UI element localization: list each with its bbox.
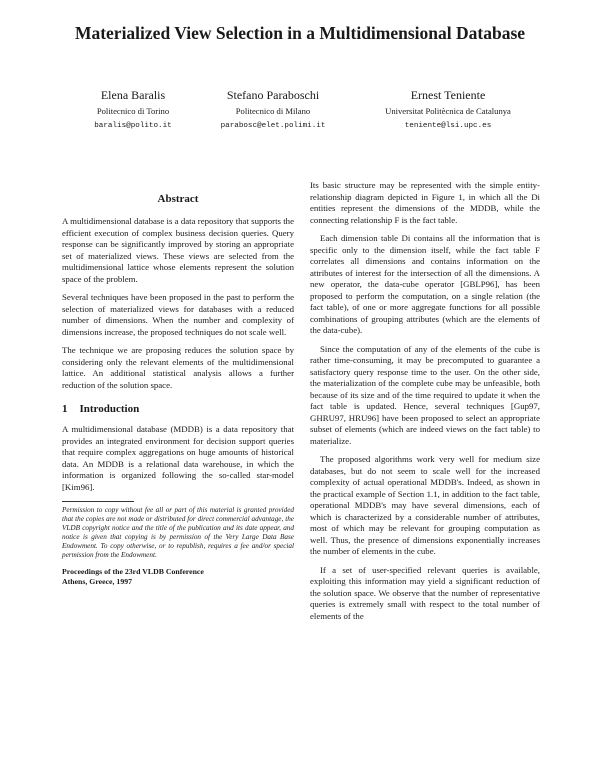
author-3 [358, 88, 538, 133]
abstract-paragraph: A multidimensional database is a data repository that supports the efficient execution of complex business decision queries. Query response can be significantly improved by storing an appropriate set of materialized views. These views are selected from the multidimensional lattice whose elements represent the solution space of the problem. [62, 216, 294, 284]
conference-name: Proceedings of the 23rd VLDB Conference [62, 567, 204, 576]
author-email: teniente@lsi.upc.es [404, 122, 492, 130]
conference-location: Athens, Greece, 1997 [62, 577, 133, 586]
author-block [78, 88, 538, 133]
author-name: Stefano Paraboschi [226, 88, 320, 102]
author-email: baralis@polito.it [94, 122, 172, 130]
body-paragraph: Each dimension table Di contains all the information that is specific only to the dimension itself, while the fact table F correlates all dimensions and contains information on the attributes of interest for the intersection of all the dimensions. A new operator, the data-cube operator [GBLP96], has been proposed to perform the computation, on a single relation (the fact table), of one or more aggregate functions for all possible combinations of grouping attributes (which are the elements of the data-cube). [310, 233, 540, 335]
abstract-paragraph: Several techniques have been proposed in the past to perform the selection of materialized views for databases with a reduced number of dimensions. When the number and complexity of dimensions increase, the proposed techniques do not scale well. [62, 292, 294, 337]
author-affiliation: Politecnico di Torino [96, 106, 170, 116]
author-name: Elena Baralis [100, 88, 166, 102]
footnote-rule [62, 501, 134, 502]
section-title: Introduction [79, 403, 140, 415]
body-paragraph: Since the computation of any of the elements of the cube is rather time-consuming, it may be precomputed to guarantee a satisfactory query response time to the user. On the other side, the materialization of the complete cube may be unfeasible, both because of its size and of the time required to update it when the fact table is updated. Hence, several techniques [Gup97, GHRU97, HRU96] have been proposed to select an appropriate subset of elements (which are indeed views on the fact table) to materialize. [310, 343, 540, 446]
left-column [62, 193, 294, 587]
author-2 [188, 88, 358, 133]
abstract-heading: Abstract [157, 193, 199, 205]
abstract-paragraph: The technique we are proposing reduces the solution space by considering only the relevant elements of the multidimensional lattice. An additional statistical analysis allows a further reduction of the solution space. [62, 345, 294, 390]
author-affiliation: Universitat Politècnica de Catalunya [385, 106, 511, 116]
paper-title: Materialized View Selection in a Multidimensional Database [74, 23, 526, 43]
body-paragraph: The proposed algorithms work very well for medium size databases, but do not seem to scale well for the increased complexity of actual operational MDDB's. Indeed, as shown in the practical example of Section 1.1, in addition to the fact table, operational MDDB's may have several dimensions, each of which is characterized by a considerable number of attributes, most of which may be relevant for grouping computation as well. Thus, the presence of dimensions exponentially increases the number of elements in the cube. [310, 454, 540, 556]
body-paragraph: Its basic structure may be represented with the simple entity-relationship diagram depicted in Figure 1, in which all the Di entities represent the dimensions of the MDDB, while the connecting relationship F is the fact table. [310, 180, 540, 225]
author-1 [78, 88, 188, 133]
body-paragraph: If a set of user-specified relevant queries is available, exploiting this information may yield a significant reduction of the solution space. We observe that the number of representative queries is extremely small with respect to the total number of elements of the [310, 564, 540, 621]
section-heading [62, 403, 294, 416]
right-column [310, 180, 540, 629]
intro-paragraph: A multidimensional database (MDDB) is a data repository that provides an integrated environment for decision support queries that require complex aggregations on huge amounts of historical data. An MDDB is a relational data warehouse, in which the information is organized following the so-called star-model [Kim96]. [62, 424, 294, 492]
copyright-footnote: Permission to copy without fee all or part of this material is granted provided that the copies are not made or distributed for direct commercial advantage, the VLDB copyright notice and the title of the publication and its date appear, and notice is given that copying is by permission of the Very Large Data Base Endowment. To copy otherwise, or to republish, requires a fee and/or special permission from the Endowment. [62, 506, 294, 559]
author-email: parabosc@elet.polimi.it [220, 122, 326, 130]
section-number: 1 [62, 403, 68, 415]
author-name: Ernest Teniente [410, 88, 486, 102]
author-affiliation: Politecnico di Milano [235, 106, 311, 116]
